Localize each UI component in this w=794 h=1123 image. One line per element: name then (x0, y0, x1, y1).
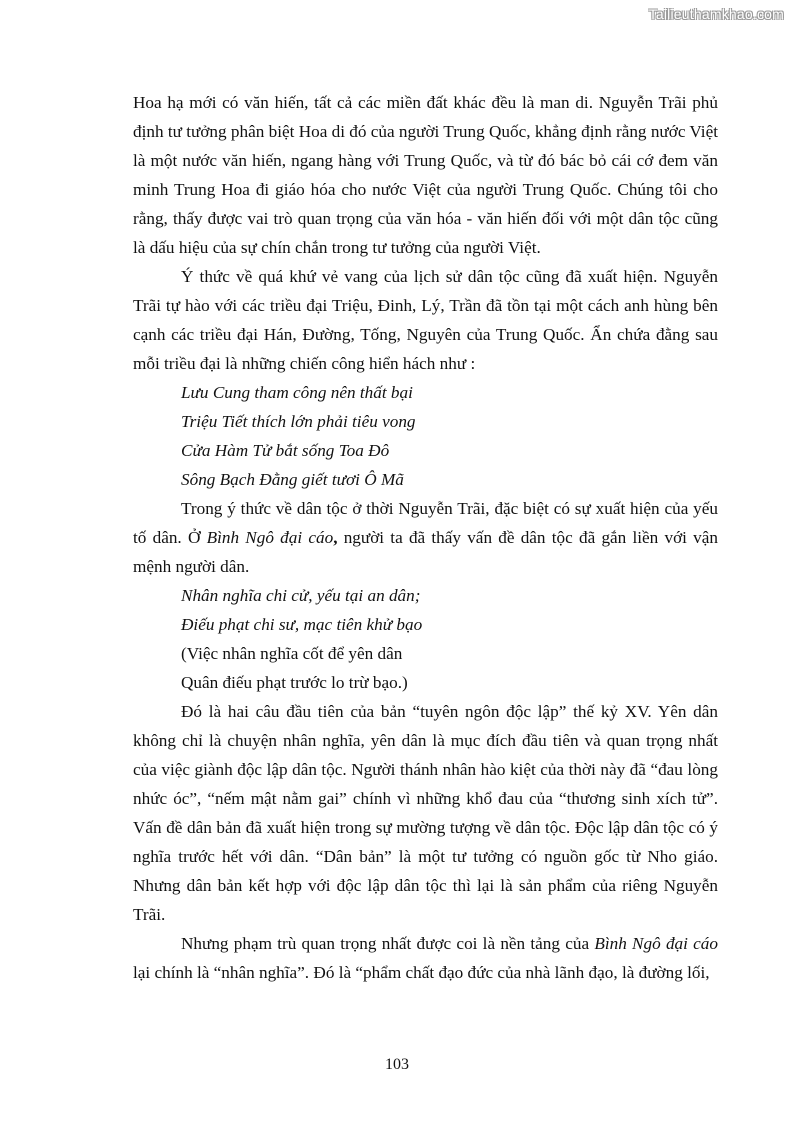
verse-line: Cửa Hàm Tử bắt sống Toa Đô (181, 441, 390, 460)
watermark-text: Tailieuthamkhao.com (648, 6, 784, 22)
verse-line: Triệu Tiết thích lớn phải tiêu vong (181, 412, 416, 431)
verse-translation-line: Quân điếu phạt trước lo trừ bạo.) (181, 673, 408, 692)
bold-comma: , (333, 528, 338, 547)
work-title: Bình Ngô đại cáo (206, 528, 334, 547)
paragraph-1: Hoa hạ mới có văn hiến, tất cả các miền đất khác đều là man di. Nguyễn Trãi phủ định tư tưởng phân biệt Hoa di đó của người Trung Quốc, khẳng định rằng nước Việt là một nước văn hiến, ngang hàng với Trung Quốc, và từ đó bác bỏ cái cớ đem văn minh Trung Hoa đi giáo hóa cho nước Việt của người Trung Quốc. Chúng tôi cho rằng, thấy được vai trò quan trọng của văn hóa - văn hiến đối với một dân tộc cũng là dấu hiệu của sự chín chắn trong tư tưởng của người Việt. (133, 93, 718, 257)
page-body (133, 88, 718, 987)
paragraph-5-text-after: lại chính là “nhân nghĩa”. Đó là “phẩm chất đạo đức của nhà lãnh đạo, là đường lối, (133, 963, 710, 982)
paragraph-5-text-before: Nhưng phạm trù quan trọng nhất được coi là nền tảng của (181, 934, 595, 953)
work-title: Bình Ngô đại cáo (594, 934, 718, 953)
paragraph-5 (133, 929, 718, 987)
paragraph-3 (133, 494, 718, 581)
paragraph-3-text-after: người ta đã thấy vấn đề dân tộc đã gắn liền với vận mệnh người dân. (133, 528, 718, 576)
paragraph-2: Ý thức về quá khứ vẻ vang của lịch sử dân tộc cũng đã xuất hiện. Nguyễn Trãi tự hào với các triều đại Triệu, Đinh, Lý, Trần đã tồn tại một cách anh hùng bên cạnh các triều đại Hán, Đường, Tống, Nguyên của Trung Quốc. Ẩn chứa đằng sau mỗi triều đại là những chiến công hiển hách như : (133, 267, 718, 373)
page-number: 103 (385, 1056, 409, 1073)
verse-line: Sông Bạch Đằng giết tươi Ô Mã (181, 470, 404, 489)
paragraph-4: Đó là hai câu đầu tiên của bản “tuyên ngôn độc lập” thế kỷ XV. Yên dân không chỉ là chuyện nhân nghĩa, yên dân là mục đích đầu tiên và quan trọng nhất của việc giành độc lập dân tộc. Người thánh nhân hào kiệt của thời này đã “đau lòng nhức óc”, “nếm mật nằm gai” chính vì những khổ đau của “thương sinh xích tử”. Vấn đề dân bản đã xuất hiện trong sự mường tượng về dân tộc. Độc lập dân tộc có ý nghĩa trước hết với dân. “Dân bản” là một tư tưởng có nguồn gốc từ Nho giáo. Nhưng dân bản kết hợp với độc lập dân tộc thì lại là sản phẩm của riêng Nguyễn Trãi. (133, 702, 718, 924)
verse-line: Điếu phạt chi sư, mạc tiên khử bạo (181, 615, 423, 634)
verse-translation-line: (Việc nhân nghĩa cốt để yên dân (181, 644, 403, 663)
verse-line: Lưu Cung tham công nên thất bại (181, 383, 413, 402)
verse-line: Nhân nghĩa chi cử, yếu tại an dân; (181, 586, 421, 605)
paragraph-3-text-before: Trong ý thức về dân tộc ở thời Nguyễn Trãi, đặc biệt có sự xuất hiện của yếu tố dân. Ở (133, 499, 718, 547)
